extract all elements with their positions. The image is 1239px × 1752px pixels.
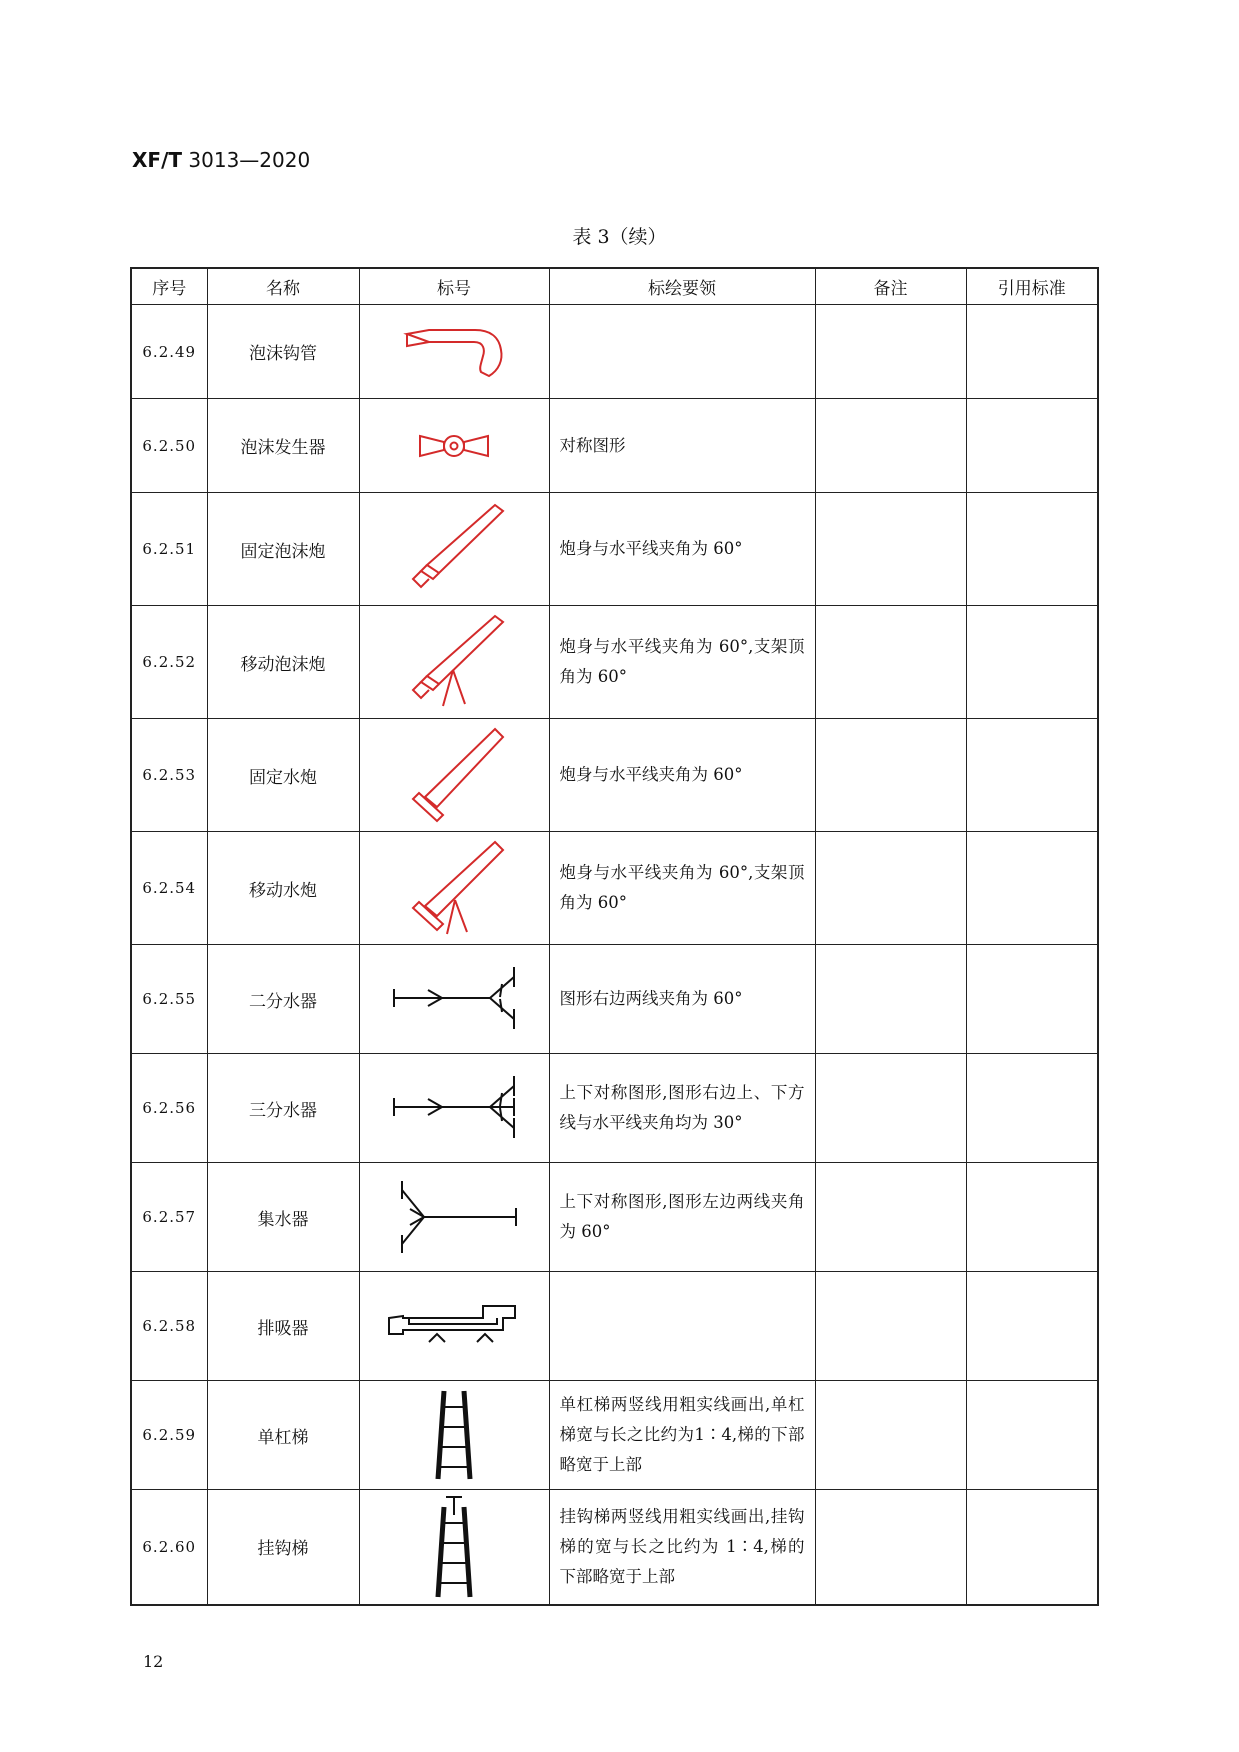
row-drawing-rule: 上下对称图形,图形左边两线夹角为 60° <box>549 1163 815 1272</box>
table-row <box>131 399 1098 493</box>
table-row <box>131 1381 1098 1490</box>
row-number: 6.2.56 <box>131 1054 207 1163</box>
row-name: 单杠梯 <box>207 1381 359 1490</box>
foam-generator-icon <box>414 428 494 464</box>
row-remark <box>815 305 966 399</box>
hook-ladder-icon <box>424 1493 484 1601</box>
col-header-drawing-rule: 标绘要领 <box>549 268 815 305</box>
row-drawing-rule: 炮身与水平线夹角为 60° <box>549 719 815 832</box>
row-reference <box>966 305 1098 399</box>
row-reference <box>966 1163 1098 1272</box>
col-header-number: 序号 <box>131 268 207 305</box>
row-reference <box>966 606 1098 719</box>
table-row <box>131 1272 1098 1381</box>
standard-prefix: XF/T <box>132 148 183 172</box>
table-row <box>131 1490 1098 1605</box>
row-drawing-rule: 炮身与水平线夹角为 60°,支架顶角为 60° <box>549 606 815 719</box>
table-row <box>131 1054 1098 1163</box>
row-reference <box>966 1381 1098 1490</box>
row-number: 6.2.54 <box>131 832 207 945</box>
row-drawing-rule: 单杠梯两竖线用粗实线画出,单杠梯宽与长之比约为1∶4,梯的下部略宽于上部 <box>549 1381 815 1490</box>
table-row <box>131 1163 1098 1272</box>
col-header-remark: 备注 <box>815 268 966 305</box>
table-row <box>131 832 1098 945</box>
row-number: 6.2.51 <box>131 493 207 606</box>
row-reference <box>966 1272 1098 1381</box>
row-number: 6.2.52 <box>131 606 207 719</box>
row-number: 6.2.50 <box>131 399 207 493</box>
fixed-water-cannon-icon <box>399 723 509 827</box>
table-row <box>131 945 1098 1054</box>
row-reference <box>966 719 1098 832</box>
single-pole-ladder-icon <box>424 1387 484 1483</box>
row-number: 6.2.59 <box>131 1381 207 1490</box>
row-drawing-rule: 对称图形 <box>549 399 815 493</box>
mobile-water-cannon-icon <box>399 836 509 940</box>
row-drawing-rule: 炮身与水平线夹角为 60°,支架顶角为 60° <box>549 832 815 945</box>
col-header-symbol: 标号 <box>359 268 549 305</box>
three-way-divider-icon <box>384 1068 524 1148</box>
row-drawing-rule: 上下对称图形,图形右边上、下方线与水平线夹角均为 30° <box>549 1054 815 1163</box>
mobile-foam-cannon-icon <box>399 610 509 714</box>
row-number: 6.2.55 <box>131 945 207 1054</box>
row-reference <box>966 399 1098 493</box>
row-drawing-rule: 图形右边两线夹角为 60° <box>549 945 815 1054</box>
row-remark <box>815 1381 966 1490</box>
row-remark <box>815 719 966 832</box>
row-name: 固定水炮 <box>207 719 359 832</box>
symbol-table <box>130 267 1099 1606</box>
row-drawing-rule <box>549 1272 815 1381</box>
row-number: 6.2.49 <box>131 305 207 399</box>
table-title: 表 3（续） <box>572 226 667 248</box>
row-remark <box>815 1490 966 1605</box>
foam-hook-pipe-icon <box>399 322 509 382</box>
row-name: 泡沫钩管 <box>207 305 359 399</box>
water-collector-icon <box>384 1175 524 1259</box>
row-name: 挂钩梯 <box>207 1490 359 1605</box>
row-name: 移动水炮 <box>207 832 359 945</box>
row-reference <box>966 1054 1098 1163</box>
row-number: 6.2.60 <box>131 1490 207 1605</box>
row-name: 集水器 <box>207 1163 359 1272</box>
table-row <box>131 493 1098 606</box>
row-remark <box>815 1163 966 1272</box>
row-reference <box>966 1490 1098 1605</box>
row-reference <box>966 832 1098 945</box>
table-header-row <box>131 268 1098 305</box>
row-number: 6.2.57 <box>131 1163 207 1272</box>
ejector-icon <box>379 1296 529 1356</box>
page-number: 12 <box>143 1652 164 1671</box>
row-remark <box>815 1272 966 1381</box>
row-remark <box>815 606 966 719</box>
row-name: 泡沫发生器 <box>207 399 359 493</box>
fixed-foam-cannon-icon <box>399 499 509 599</box>
col-header-name: 名称 <box>207 268 359 305</box>
row-drawing-rule: 挂钩梯两竖线用粗实线画出,挂钩梯的宽与长之比约为 1∶4,梯的下部略宽于上部 <box>549 1490 815 1605</box>
two-way-divider-icon <box>384 959 524 1039</box>
standard-number <box>132 148 310 172</box>
row-drawing-rule <box>549 305 815 399</box>
table-row <box>131 606 1098 719</box>
row-remark <box>815 1054 966 1163</box>
row-remark <box>815 493 966 606</box>
row-reference <box>966 493 1098 606</box>
row-name: 排吸器 <box>207 1272 359 1381</box>
table-row <box>131 305 1098 399</box>
row-remark <box>815 945 966 1054</box>
row-reference <box>966 945 1098 1054</box>
row-remark <box>815 399 966 493</box>
standard-code: 3013—2020 <box>188 148 311 172</box>
col-header-reference: 引用标准 <box>966 268 1098 305</box>
row-name: 二分水器 <box>207 945 359 1054</box>
row-name: 三分水器 <box>207 1054 359 1163</box>
table-row <box>131 719 1098 832</box>
row-drawing-rule: 炮身与水平线夹角为 60° <box>549 493 815 606</box>
row-name: 固定泡沫炮 <box>207 493 359 606</box>
row-number: 6.2.58 <box>131 1272 207 1381</box>
row-remark <box>815 832 966 945</box>
row-name: 移动泡沫炮 <box>207 606 359 719</box>
row-number: 6.2.53 <box>131 719 207 832</box>
